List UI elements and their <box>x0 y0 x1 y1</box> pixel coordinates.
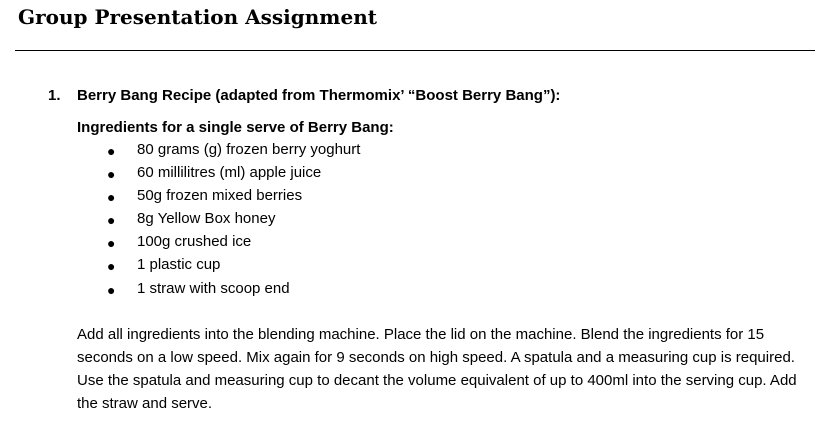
ingredient-item <box>0 163 500 186</box>
ingredient-text: 60 millilitres (ml) apple juice <box>137 164 322 182</box>
bullet-icon: ● <box>107 166 116 183</box>
bullet-icon: ● <box>107 235 116 252</box>
ingredient-item <box>0 255 500 278</box>
bullet-icon: ● <box>107 258 116 275</box>
list-number: 1. <box>48 87 61 104</box>
bullet-icon: ● <box>107 143 116 159</box>
ingredient-item <box>0 209 500 232</box>
ingredient-item <box>0 186 500 209</box>
ingredient-item <box>0 279 500 302</box>
ingredient-item <box>0 232 500 255</box>
recipe-instructions: Add all ingredients into the blending machine. Place the lid on the machine. Blend the ingredients for 15 seconds on a low speed. Mix again for 9 seconds on high speed. A spatula and a measuring cup is required. Use the spatula and measuring cup to decant the volume equivalent of up to 400ml into the serving cup. Add the straw and serve. <box>77 326 797 412</box>
bullet-icon: ● <box>107 189 116 206</box>
title-divider <box>15 50 815 51</box>
recipe-heading: Berry Bang Recipe (adapted from Thermomix’ “Boost Berry Bang”): <box>77 87 561 104</box>
bullet-icon: ● <box>107 212 116 229</box>
ingredient-text: 1 straw with scoop end <box>137 279 290 297</box>
ingredients-heading: Ingredients for a single serve of Berry Bang: <box>77 119 394 136</box>
bullet-icon: ● <box>107 281 116 298</box>
ingredient-item <box>0 140 500 163</box>
ingredient-list <box>0 140 500 302</box>
page-title: Group Presentation Assignment <box>18 5 377 29</box>
ingredient-text: 100g crushed ice <box>137 233 252 251</box>
ingredient-text: 8g Yellow Box honey <box>137 210 276 228</box>
ingredient-text: 80 grams (g) frozen berry yoghurt <box>137 141 361 158</box>
ingredient-text: 50g frozen mixed berries <box>137 187 303 205</box>
ingredient-text: 1 plastic cup <box>137 256 221 274</box>
